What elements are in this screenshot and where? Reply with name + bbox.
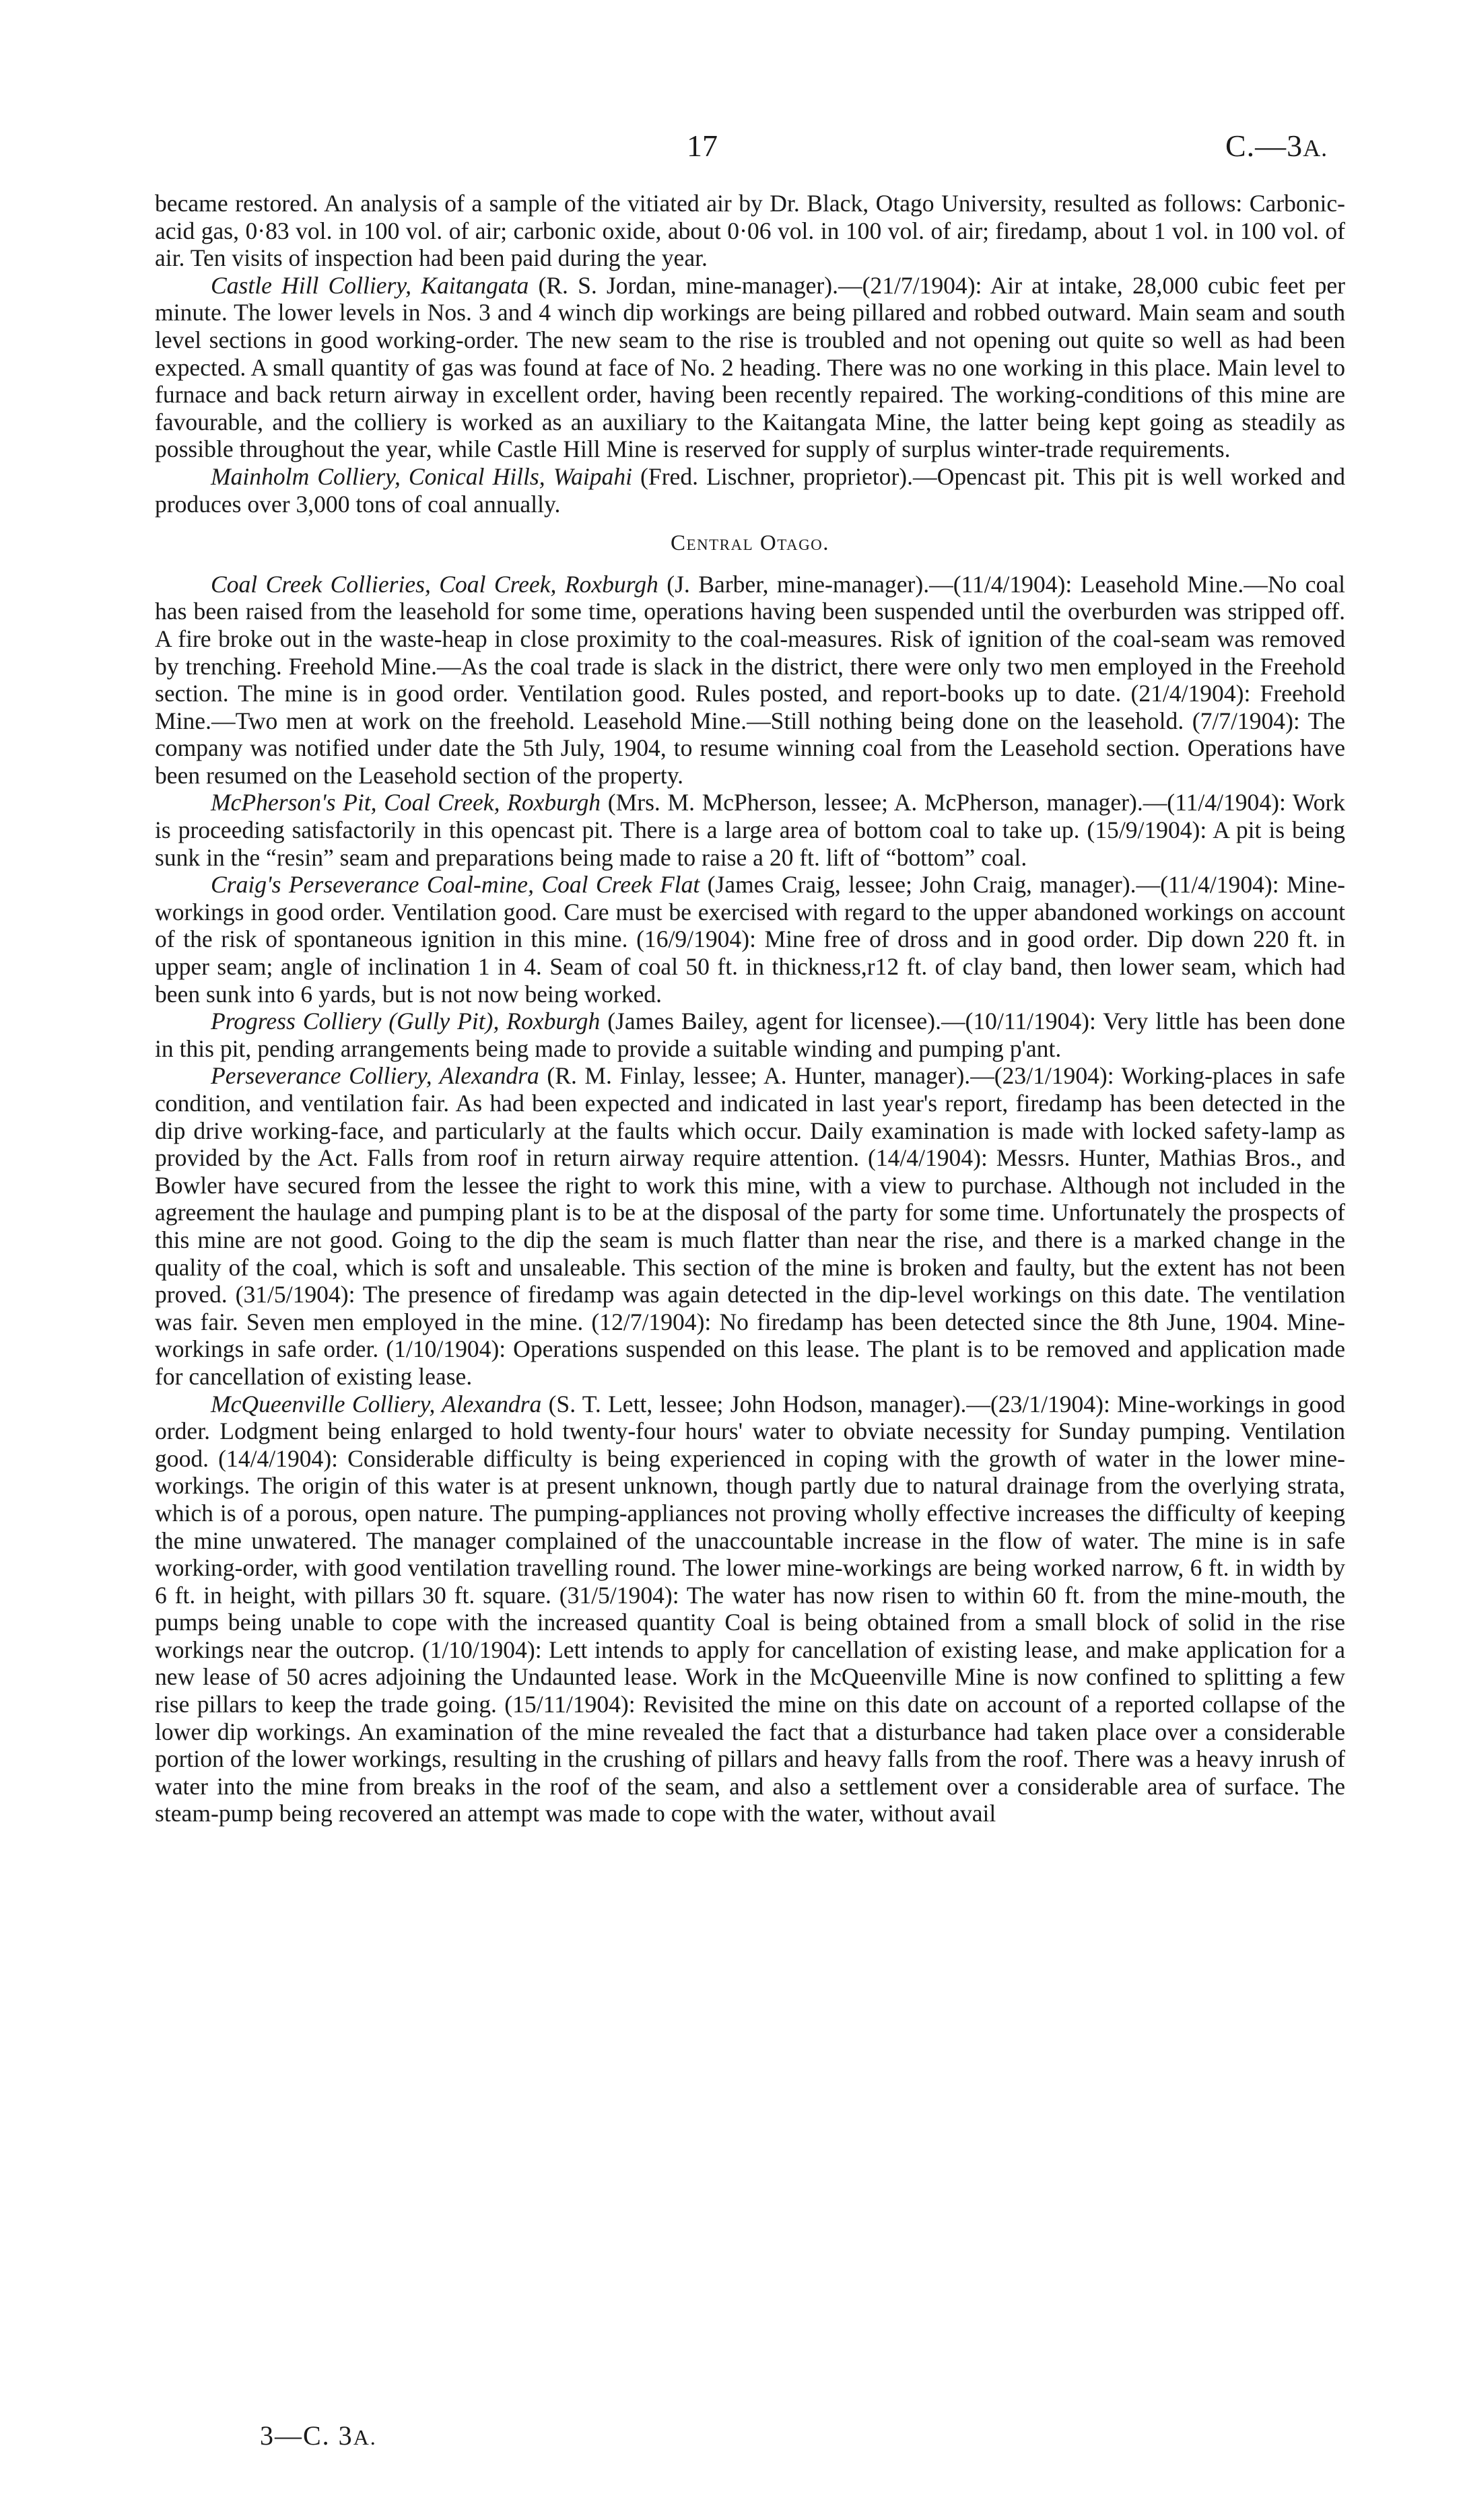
intro-paragraph: became restored. An analysis of a sample of the vitiated air by Dr. Black, Otago University, resulted as follows: Carbonic-acid gas, 0·83 vol. in 100 vol. of air; carbonic oxide, about 0·06 vol. in 100 vol. of air; firedamp, about 1 vol. in 100 vol. of air. Ten visits of inspection had been paid during the year. [155, 190, 1345, 272]
entry-paragraph [155, 1391, 1345, 1828]
entry-paragraph [155, 789, 1345, 871]
entry-title: Coal Creek Collieries, Coal Creek, Roxburgh [211, 570, 658, 598]
entry-title: Craig's Perseverance Coal-mine, Coal Creek Flat [211, 871, 700, 899]
entry-title: Castle Hill Colliery, Kaitangata [211, 271, 529, 299]
document-reference-suffix: A. [1303, 135, 1328, 162]
entry-text: (R. M. Finlay, lessee; A. Hunter, manager).—(23/1/1904): Working-places in safe condition, and ventilation fair. As had been expected and indicated in last year's report, firedamp has been detected in the dip drive working-face, and particularly at the faults which occur. Daily examination is made with locked safety-lamp as provided by the Act. Falls from roof in return airway require attention. (14/4/1904): Messrs. Hunter, Mathias Bros., and Bowler have secured from the lessee the right to work this mine, with a view to purchase. Although not included in the agreement the haulage and pumping plant is to be at the disposal of the party for some time. Unfortunately the prospects of this mine are not good. Going to the dip the seam is much flatter than near the rise, and there is a marked change in the quality of the coal, which is soft and unsaleable. This section of the mine is broken and faulty, but the extent has not been proved. (31/5/1904): The presence of firedamp was again detected in the dip-level workings on this date. The ventilation was fair. Seven men employed in the mine. (12/7/1904): No firedamp has been detected since the 8th June, 1904. Mine-workings in safe order. (1/10/1904): Operations suspended on this lease. The plant is to be removed and application made for cancellation of existing lease. [155, 1062, 1345, 1390]
entry-paragraph [155, 571, 1345, 790]
page-signature [260, 2420, 377, 2451]
signature-suffix: A. [353, 2425, 377, 2449]
entry-text: (R. S. Jordan, mine-manager).—(21/7/1904): Air at intake, 28,000 cubic feet per minute. The lower levels in Nos. 3 and 4 winch dip workings are being pillared and robbed outward. Main seam and south level sections in good working-order. The new seam to the rise is troubled and not opening out quite so well as had been expected. A small quantity of gas was found at face of No. 2 heading. There was no one working in this place. Main level to furnace and back return airway in excellent order, having been recently repaired. The working-conditions of this mine are favourable, and the colliery is worked as an auxiliary to the Kaitangata Mine, the latter being kept going as steadily as possible throughout the year, while Castle Hill Mine is reserved for supply of surplus winter-trade requirements. [155, 271, 1345, 463]
entry-paragraph [155, 871, 1345, 1008]
signature-main: 3—C. 3 [260, 2420, 353, 2451]
entry-title: McPherson's Pit, Coal Creek, Roxburgh [211, 789, 601, 816]
page-number: 17 [687, 129, 718, 163]
entry-title: Mainholm Colliery, Conical Hills, Waipahi [211, 462, 633, 490]
entry-text: (S. T. Lett, lessee; John Hodson, manager).—(23/1/1904): Mine-workings in good order. Lodgment being enlarged to hold twenty-four hours' water to obviate necessity for Sunday pumping. Ventilation good. (14/4/1904): Considerable difficulty is being experienced in coping with the growth of water in the lower mine-workings. The origin of this water is at present unknown, though partly due to natural drainage from the overlying strata, which is of a porous, open nature. The pumping-appliances not proving wholly effective increases the difficulty of keeping the mine unwatered. The manager complained of the unaccountable increase in the flow of water. The mine is in safe working-order, with good ventilation travelling round. The lower mine-workings are being worked narrow, 6 ft. in width by 6 ft. in height, with pillars 30 ft. square. (31/5/1904): The water has now risen to within 60 ft. from the mine-mouth, the pumps being unable to cope with the increased quantity Coal is being obtained from a small block of solid in the rise workings near the outcrop. (1/10/1904): Lett intends to apply for cancellation of existing lease, and make application for a new lease of 50 acres adjoining the Undaunted lease. Work in the McQueenville Mine is now confined to splitting a few rise pillars to keep the trade going. (15/11/1904): Revisited the mine on this date on account of a reported collapse of the lower dip workings. An examination of the mine revealed the fact that a disturbance had taken place over a considerable portion of the lower workings, resulting in the crushing of pillars and heavy falls from the roof. There was a heavy inrush of water into the mine from breaks in the roof of the seam, and also a settlement over a considerable area of surface. The steam-pump being recovered an attempt was made to cope with the water, without avail [155, 1390, 1345, 1827]
entry-paragraph [155, 463, 1345, 518]
entry-text: (Mrs. M. McPherson, lessee; A. McPherson, manager).—(11/4/1904): Work is proceeding satisfactorily in this opencast pit. There is a large area of bottom coal to take up. (15/9/1904): A pit is being sunk in the “resin” seam and preparations being made to raise a 20 ft. lift of “bottom” coal. [155, 789, 1345, 871]
entry-text: (Fred. Lischner, proprietor).—Opencast pit. This pit is well worked and produces over 3,000 tons of coal annually. [155, 462, 1345, 518]
entry-text: (James Craig, lessee; John Craig, manager).—(11/4/1904): Mine-workings in good order. Ventilation good. Care must be exercised with regard to the upper abandoned workings on account of the risk of spontaneous ignition in this mine. (16/9/1904): Mine free of dross and in good order. Dip down 220 ft. in upper seam; angle of inclination 1 in 4. Seam of coal 50 ft. in thickness,r12 ft. of clay band, then lower seam, which had been sunk into 6 yards, but is not now being worked. [155, 871, 1345, 1008]
page-header [0, 128, 1463, 168]
page-body [155, 190, 1345, 1827]
entry-title: McQueenville Colliery, Alexandra [211, 1390, 542, 1418]
entry-text: (James Bailey, agent for licensee).—(10/11/1904): Very little has been done in this pit, pending arrangements being made to provide a suitable winding and pumping p'ant. [155, 1008, 1345, 1062]
entry-paragraph [155, 1062, 1345, 1390]
entry-paragraph [155, 1008, 1345, 1062]
section-heading: Central Otago. [670, 531, 830, 556]
entry-paragraph [155, 272, 1345, 463]
entry-text: (J. Barber, mine-manager).—(11/4/1904): Leasehold Mine.—No coal has been raised from the leasehold for some time, operations having been suspended until the overburden was stripped off. A fire broke out in the waste-heap in close proximity to the coal-measures. Risk of ignition of the coal-seam was removed by trenching. Freehold Mine.—As the coal trade is slack in the district, there were only two men employed in the Freehold section. The mine is in good order. Ventilation good. Rules posted, and report-books up to date. (21/4/1904): Freehold Mine.—Two men at work on the freehold. Leasehold Mine.—Still nothing being done on the leasehold. (7/7/1904): The company was notified under date the 5th July, 1904, to resume winning coal from the Leasehold section. Operations have been resumed on the Leasehold section of the property. [155, 570, 1346, 789]
document-reference [1225, 128, 1328, 164]
entry-title: Perseverance Colliery, Alexandra [211, 1062, 539, 1090]
entry-title: Progress Colliery (Gully Pit), Roxburgh [211, 1008, 601, 1035]
document-reference-main: C.—3 [1225, 129, 1303, 163]
